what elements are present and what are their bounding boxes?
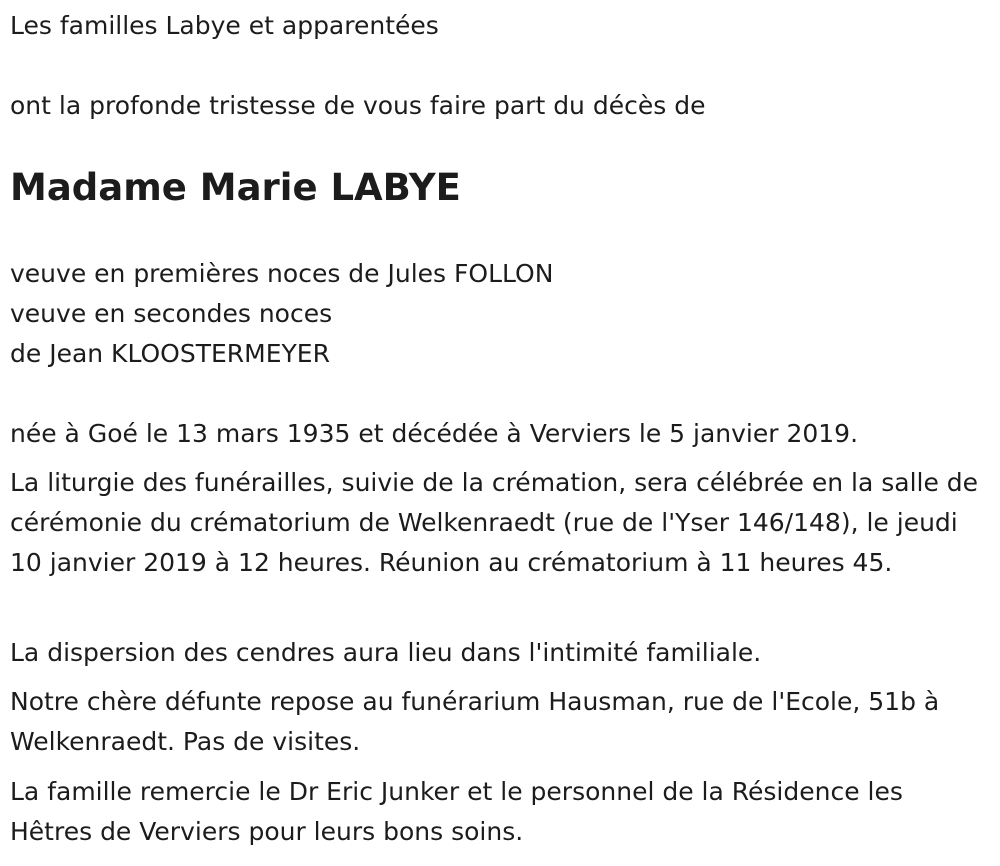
thanks-paragraph: La famille remercie le Dr Eric Junker et le personnel de la Résidence les Hêtres de Verviers pour leurs bons soins. bbox=[10, 777, 903, 846]
funeral-paragraph: La liturgie des funérailles, suivie de la crémation, sera célébrée en la salle de cérémonie du crématorium de Welkenraedt (rue de l'Yser 146/148), le jeudi 10 janvier 2019 à 12 heures. Réunion au crématorium à 11 heures 45. bbox=[10, 468, 979, 577]
widow-line-second-marriage: veuve en secondes noces bbox=[10, 299, 333, 328]
deceased-name: Madame Marie LABYE bbox=[10, 166, 461, 209]
announcement-text: ont la profonde tristesse de vous faire part du décès de bbox=[10, 91, 706, 120]
ashes-paragraph: La dispersion des cendres aura lieu dans l'intimité familiale. bbox=[10, 638, 762, 667]
resting-place-paragraph: Notre chère défunte repose au funérarium Hausman, rue de l'Ecole, 51b à Welkenraedt. Pas de visites. bbox=[10, 687, 940, 756]
birth-death-text: née à Goé le 13 mars 1935 et décédée à Verviers le 5 janvier 2019. bbox=[10, 419, 859, 448]
widow-details bbox=[10, 254, 553, 374]
widow-line-second-spouse: de Jean KLOOSTERMEYER bbox=[10, 339, 330, 368]
intro-text: Les familles Labye et apparentées bbox=[10, 11, 439, 40]
widow-line-first-marriage: veuve en premières noces de Jules FOLLON bbox=[10, 259, 554, 288]
